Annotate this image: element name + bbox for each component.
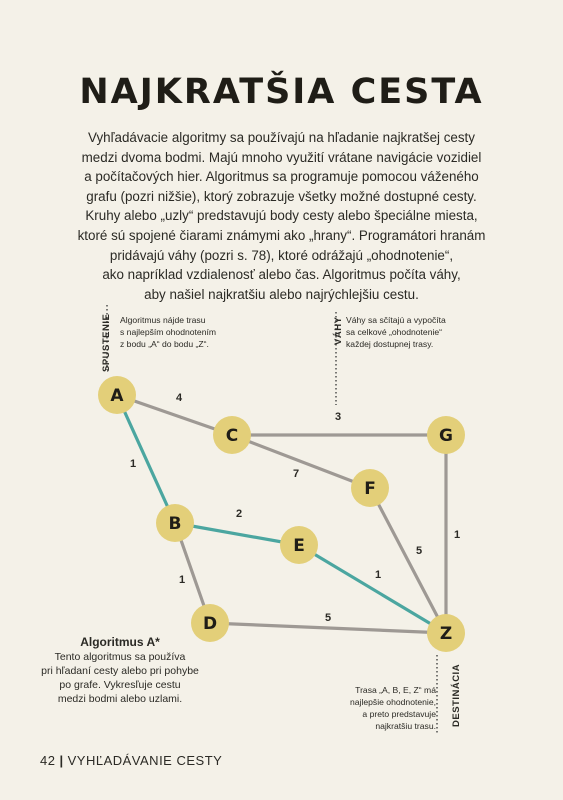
edge-weight-label: 7 [292,468,300,480]
intro-line: ktoré sú spojené čiarami známymi ako „hrany“. Programátori hranám [77,227,486,243]
node-label: D [202,614,218,634]
edge-weight-label: 1 [374,569,382,581]
weights-note-line: Váhy sa sčítajú a vypočíta [346,315,446,325]
algorithm-box [40,634,200,706]
weights-note [346,314,446,350]
node-label: Z [439,624,453,644]
edge-weight-label: 5 [324,612,332,624]
weights-note-line: sa celkové „ohodnotenie“ [346,327,443,337]
footer-divider: | [59,753,64,768]
node-label: C [225,426,239,446]
section-title: VYHĽADÁVANIE CESTY [67,753,223,768]
edge-a-b [117,395,175,523]
destination-note-line: Trasa „A, B, E, Z“ má [355,685,436,695]
intro-line: Kruhy alebo „uzly“ predstavujú body cesty alebo špeciálne miesta, [85,208,478,224]
weights-label: VÁHY [333,316,344,345]
destination-label: DESTINÁCIA [451,663,462,727]
start-note-line: z bodu „A“ do bodu „Z“. [120,339,209,349]
edge-weight-label: 1 [129,458,137,470]
destination-note-line: najkratšiu trasu. [375,721,436,731]
edge-weight-label: 3 [334,411,342,423]
intro-line: grafu (pozri nižšie), ktorý zobrazuje všetky možné dostupné cesty. [86,188,477,204]
node-label: E [293,536,305,556]
edge-weight-label: 5 [415,545,423,557]
algorithm-line: medzi bodmi alebo uzlami. [57,693,183,705]
edge-weight-label: 1 [453,529,461,541]
start-note [120,314,216,350]
edge-weight-label: 2 [235,508,243,520]
intro-line: medzi dvoma bodmi. Majú mnoho využití vrátane navigácie vozidiel [81,149,482,165]
node-label: G [439,426,453,446]
intro-line: a počítačových hier. Algoritmus sa programuje pomocou váženého [84,169,479,185]
algorithm-line: Tento algoritmus sa používa [54,651,186,663]
start-label: SPUSTENIE [101,313,112,372]
node-label: F [364,479,376,499]
edge-weight-label: 4 [175,392,183,404]
intro-line: Vyhľadávacie algoritmy sa používajú na hľadanie najkratšej cesty [88,130,475,145]
intro-line: ako napríklad vzdialenosť alebo čas. Algoritmus počíta váhy, [102,267,461,283]
destination-note-line: najlepšie ohodnotenie, [349,697,436,707]
page-title: NAJKRATŠIA CESTA [79,72,484,112]
page-number: 42 [40,753,56,768]
page-footer [40,753,222,768]
node-label: B [168,514,182,534]
start-note-line: Algoritmus nájde trasu [120,315,206,325]
intro-line: aby našiel najkratšiu alebo najrýchlejšiu cestu. [144,286,419,302]
node-label: A [110,386,124,406]
algorithm-line: po grafe. Vykresľuje cestu [59,679,181,691]
destination-note [330,684,436,732]
intro-line: pridávajú váhy (pozri s. 78), ktoré odrážajú „ohodnotenie“, [109,247,454,263]
edge-d-z [210,623,446,633]
edge-weight-label: 1 [178,574,186,586]
algorithm-line: pri hľadaní cesty alebo pri pohybe [41,665,199,677]
weights-note-line: každej dostupnej trasy. [346,339,434,349]
algorithm-title: Algoritmus A* [80,635,160,649]
start-note-line: s najlepším ohodnotením [120,327,217,337]
destination-note-line: a preto predstavuje [362,709,436,719]
edge-c-f [232,435,370,488]
